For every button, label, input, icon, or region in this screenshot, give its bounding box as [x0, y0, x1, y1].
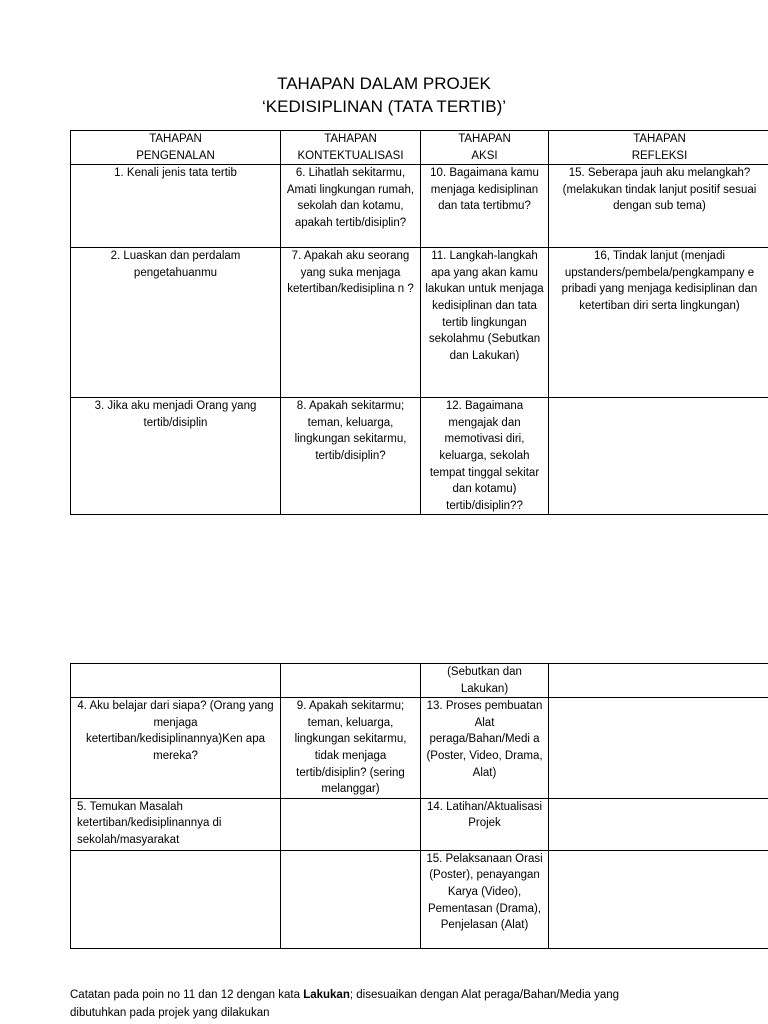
footnote-bold-word: Lakukan	[303, 989, 350, 1001]
header-kontektualisasi: TAHAPAN KONTEKTUALISASI	[281, 131, 421, 165]
table-cell: 7. Apakah aku seorang yang suka menjaga ketertiban/kedisiplina n ?	[281, 248, 421, 398]
table-row	[71, 850, 768, 948]
project-stages-table-page1	[70, 130, 768, 515]
table-cell	[281, 664, 421, 698]
table-cell	[549, 798, 768, 850]
table-row	[71, 165, 768, 248]
table-row	[71, 664, 768, 698]
table-cell: 14. Latihan/Aktualisasi Projek	[421, 798, 549, 850]
table-row	[71, 398, 768, 515]
table-cell	[281, 798, 421, 850]
table-cell: 9. Apakah sekitarmu; teman, keluarga, lingkungan sekitarmu, tidak menjaga tertib/disiplin? (sering melanggar)	[281, 698, 421, 799]
document-subtitle: ‘KEDISIPLINAN (TATA TERTIB)’	[261, 97, 507, 116]
footnote-prefix: Catatan pada poin no 11 dan 12 dengan kata	[70, 989, 304, 1001]
table-cell: 5. Temukan Masalah ketertiban/kedisiplinannya di sekolah/masyarakat	[71, 798, 281, 850]
table-cell	[281, 850, 421, 948]
table-cell: 3. Jika aku menjadi Orang yang tertib/disiplin	[71, 398, 281, 515]
table-cell: (Sebutkan dan Lakukan)	[421, 664, 549, 698]
table-cell	[71, 664, 281, 698]
document-title: TAHAPAN DALAM PROJEK	[277, 74, 491, 93]
table-cell: 15. Seberapa jauh aku melangkah? (melakukan tindak lanjut positif sesuai dengan sub tema)	[549, 165, 768, 248]
footnote-line-1	[70, 986, 730, 1004]
table-cell: 10. Bagaimana kamu menjaga kedisiplinan dan tata tertibmu?	[421, 165, 549, 248]
table-row	[71, 798, 768, 850]
footnote-line-2: dibutuhkan pada projek yang dilakukan	[70, 1007, 270, 1019]
table-cell	[549, 850, 768, 948]
header-pengenalan: TAHAPAN PENGENALAN	[71, 131, 281, 165]
table-cell: 16, Tindak lanjut (menjadi upstanders/pembela/pengkampany e pribadi yang menjaga kedisiplinan dan ketertiban diri serta lingkungan)	[549, 248, 768, 398]
table-cell: 4. Aku belajar dari siapa? (Orang yang menjaga ketertiban/kedisiplinannya)Ken apa mereka?	[71, 698, 281, 799]
table-cell: 1. Kenali jenis tata tertib	[71, 165, 281, 248]
table-cell: 6. Lihatlah sekitarmu, Amati lingkungan rumah, sekolah dan kotamu, apakah tertib/disiplin?	[281, 165, 421, 248]
table-cell	[549, 664, 768, 698]
table-cell: 11. Langkah-langkah apa yang akan kamu lakukan untuk menjaga kedisiplinan dan tata tertib lingkungan sekolahmu (Sebutkan dan Lakukan)	[421, 248, 549, 398]
table-row	[71, 248, 768, 398]
header-aksi: TAHAPAN AKSI	[421, 131, 549, 165]
table-cell: 12. Bagaimana mengajak dan memotivasi diri, keluarga, sekolah tempat tinggal sekitar dan kotamu) tertib/disiplin??	[421, 398, 549, 515]
table-cell	[549, 398, 768, 515]
table-cell: 8. Apakah sekitarmu; teman, keluarga, lingkungan sekitarmu, tertib/disiplin?	[281, 398, 421, 515]
table-cell: 13. Proses pembuatan Alat peraga/Bahan/Medi a (Poster, Video, Drama, Alat)	[421, 698, 549, 799]
table-cell	[71, 850, 281, 948]
header-refleksi: TAHAPAN REFLEKSI	[549, 131, 768, 165]
footnote-suffix: ; disesuaikan dengan Alat peraga/Bahan/Media yang	[349, 989, 620, 1001]
table-row	[71, 698, 768, 799]
table-header-row	[71, 131, 768, 165]
project-stages-table-page2	[70, 663, 768, 949]
table-cell: 2. Luaskan dan perdalam pengetahuanmu	[71, 248, 281, 398]
table-cell	[549, 698, 768, 799]
table-cell: 15. Pelaksanaan Orasi (Poster), penayangan Karya (Video), Pementasan (Drama), Penjelasan (Alat)	[421, 850, 549, 948]
